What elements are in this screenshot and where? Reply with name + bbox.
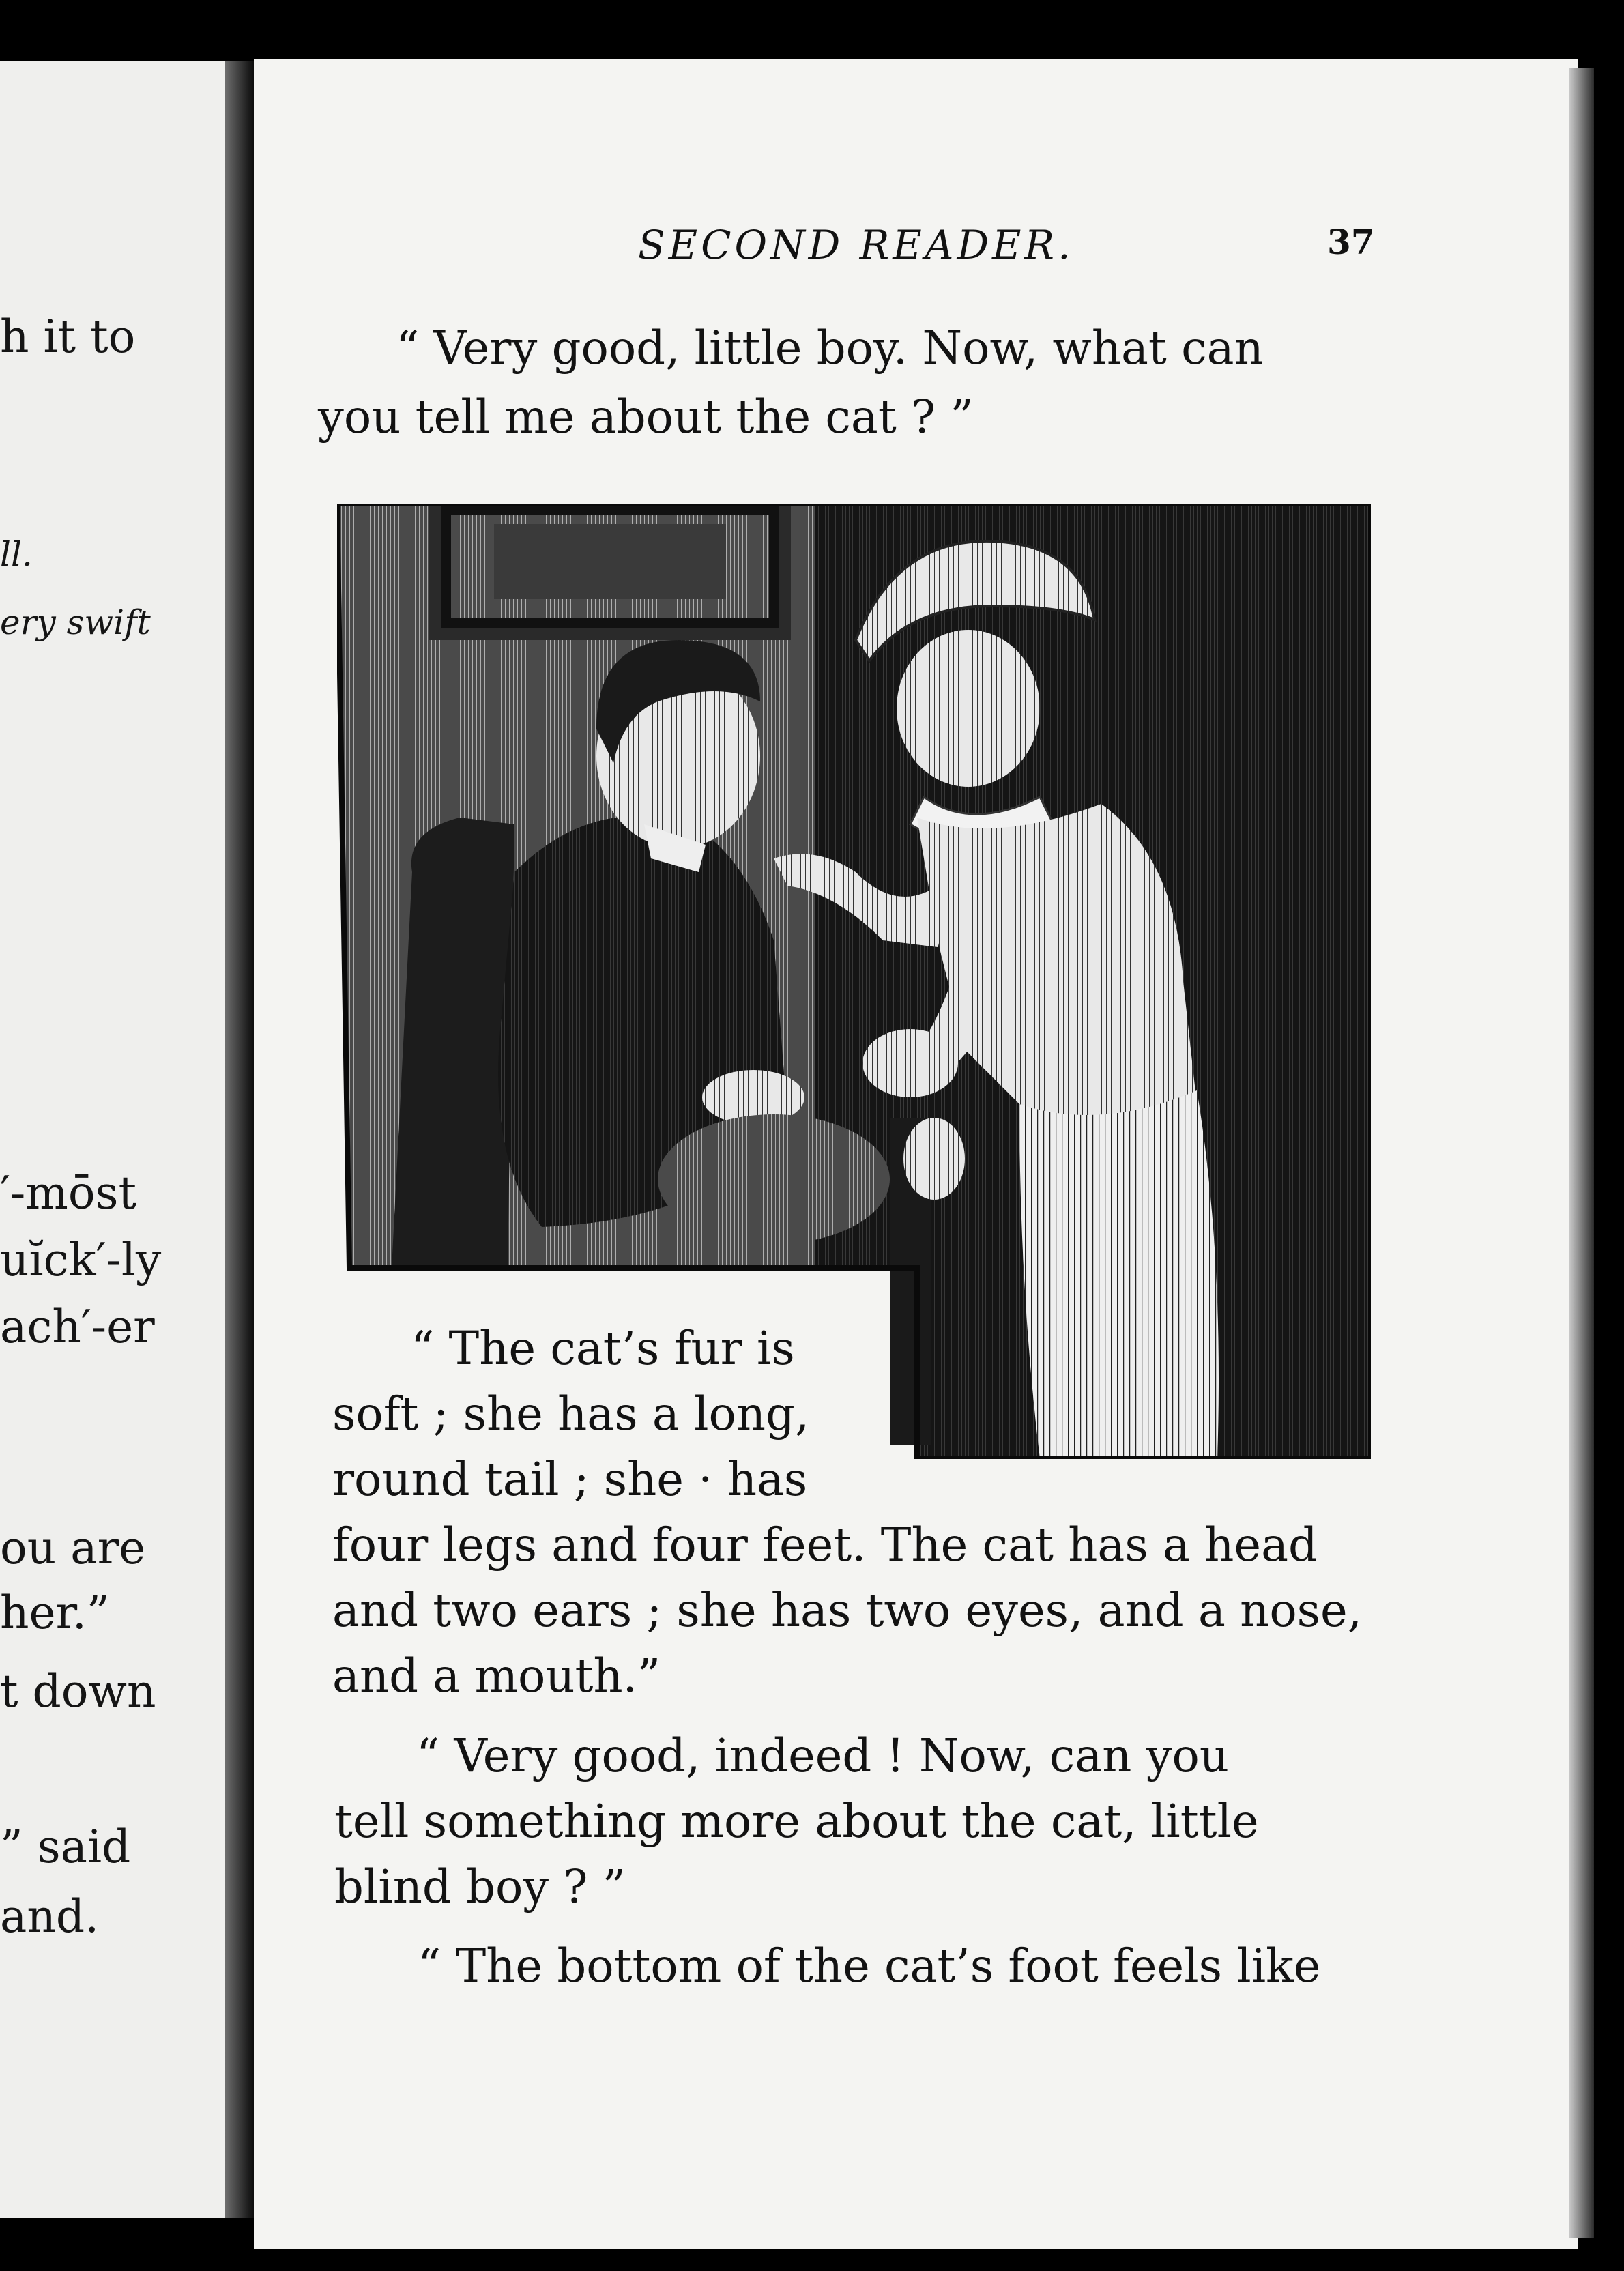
previous-page-line: ach′-er — [0, 1301, 155, 1353]
previous-page-line: ou are — [0, 1522, 146, 1574]
previous-page-line: and. — [0, 1890, 100, 1943]
running-head: SECOND READER. — [638, 222, 1074, 268]
page-number: 37 — [1327, 222, 1375, 262]
previous-page-line: ll. — [0, 534, 33, 574]
paragraph-line: blind boy ? ” — [334, 1860, 626, 1913]
paragraph-line: “ Very good, little boy. Now, what can — [396, 321, 1264, 375]
previous-page-line: ” said — [0, 1821, 131, 1873]
paragraph-line: “ The cat’s fur is — [411, 1322, 795, 1375]
paragraph-line: and a mouth.” — [332, 1649, 661, 1703]
previous-page-line: t down — [0, 1665, 156, 1718]
previous-page-line: ′-mōst — [0, 1167, 136, 1219]
previous-page-line: her.” — [0, 1587, 110, 1639]
paragraph-line: four legs and four feet. The cat has a head — [332, 1518, 1318, 1572]
page-edge — [1569, 68, 1594, 2238]
previous-page-line: ery swift — [0, 603, 151, 642]
paragraph-line: soft ; she has a long, — [332, 1387, 810, 1441]
paragraph-line: and two ears ; she has two eyes, and a nose, — [332, 1584, 1363, 1637]
previous-page — [0, 61, 232, 2218]
paragraph-line: tell something more about the cat, little — [334, 1795, 1259, 1848]
previous-page-line: h it to — [0, 310, 136, 363]
paragraph-line: round tail ; she · has — [332, 1453, 808, 1506]
previous-page-line: uĭck′-ly — [0, 1234, 162, 1286]
paragraph-line: you tell me about the cat ? ” — [318, 390, 974, 444]
paragraph-line: “ The bottom of the cat’s foot feels like — [418, 1939, 1321, 1993]
paragraph-line: “ Very good, indeed ! Now, can you — [416, 1729, 1230, 1782]
